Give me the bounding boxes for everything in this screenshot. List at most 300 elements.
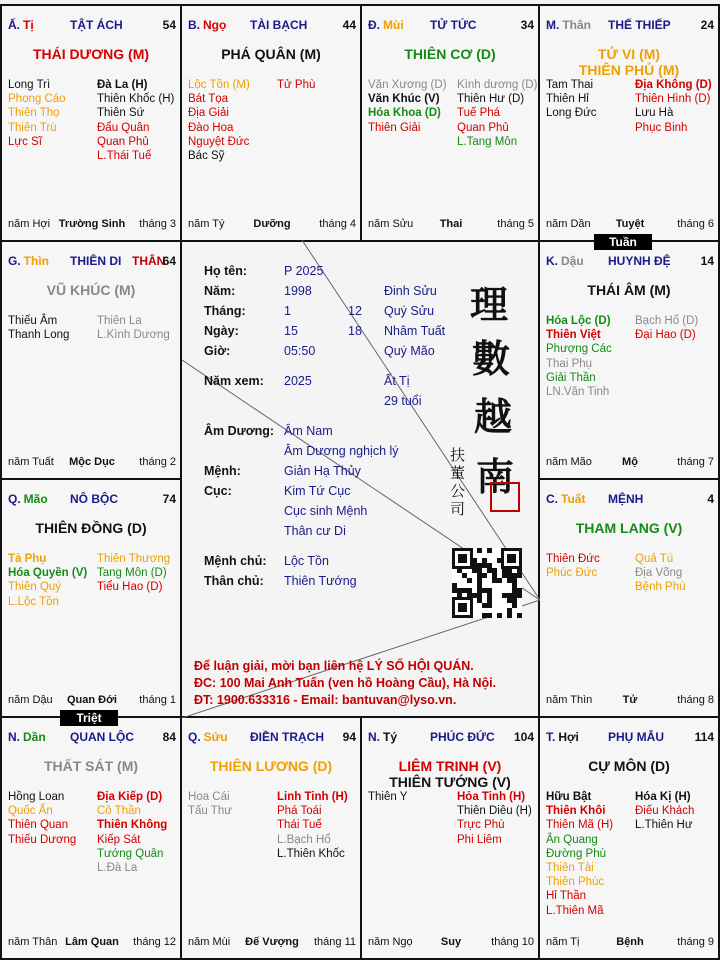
footer-month: tháng 4 (319, 218, 356, 230)
contact-line-1: Để luận giải, mời bạn liên hệ LÝ SỐ HỘI QUÁN. (194, 659, 474, 673)
minor-star: Đẩu Quân (97, 121, 150, 134)
branch-label (8, 492, 48, 506)
main-star: THIÊN PHỦ (M) (578, 62, 680, 78)
minor-stars-right (635, 552, 686, 595)
minor-star: L.Thiên Hư (635, 819, 693, 832)
main-star: TỬ VI (M) (597, 46, 661, 62)
minor-star: Thiên Khốc (H) (97, 93, 175, 106)
minor-star: Văn Khúc (V) (368, 93, 440, 106)
minor-star: Đào Hoa (188, 121, 234, 134)
palace-number: 14 (700, 254, 714, 268)
minor-star: Thái Tuế (277, 819, 322, 832)
palace-footer (8, 936, 176, 950)
contact-line-3: ĐT: 1900.633316 - Email: bantuvan@lyso.vn. (194, 693, 457, 707)
palace-cell-thin (0, 240, 182, 480)
palace-cell-hoi (538, 716, 720, 960)
footer-stage: Trường Sinh (58, 218, 126, 230)
minor-star: Thiên Hỉ (546, 93, 589, 106)
minor-star: Long Đức (546, 107, 597, 120)
minor-star: Tướng Quân (97, 847, 164, 860)
palace-footer (546, 456, 714, 470)
minor-stars-left (546, 790, 613, 918)
palace-cell-suu (180, 716, 362, 960)
minor-stars-left (8, 314, 69, 342)
branch-label (8, 18, 34, 32)
minor-star: Tuế Phá (457, 107, 501, 120)
palace-name: TẬT ÁCH (70, 18, 123, 32)
nam-xem-can-chi: Ất Tị (384, 374, 410, 388)
palace-number: 64 (162, 254, 176, 268)
footer-month: tháng 12 (133, 936, 176, 948)
minor-stars-left (546, 314, 612, 399)
main-stars (540, 758, 718, 774)
minor-star: Thiên La (97, 315, 142, 327)
footer-month: tháng 7 (677, 456, 714, 468)
branch-name: Tý (383, 730, 398, 744)
palace-footer (8, 218, 176, 232)
minor-star: Thiên Thọ (8, 107, 60, 120)
footer-month: tháng 1 (139, 694, 176, 706)
palace-footer (546, 936, 714, 950)
branch-name: Tị (23, 18, 34, 32)
minor-stars-left (8, 78, 66, 149)
minor-star: Hữu Bật (546, 791, 592, 803)
minor-star: Thiên Việt (546, 329, 601, 342)
branch-prefix: M. (546, 18, 560, 32)
branch-prefix: N. (368, 730, 380, 744)
minor-star: L.Thiên Khốc (277, 847, 345, 860)
palace-number: 74 (162, 492, 176, 506)
palace-header (368, 18, 534, 34)
palace-header (8, 18, 176, 34)
minor-star: Hóa Lộc (D) (546, 315, 611, 327)
triet-tag: Triệt (60, 710, 118, 726)
minor-star: Thiên Phúc (546, 876, 605, 889)
palace-name: TÀI BẠCH (250, 18, 308, 32)
minor-star: Tấu Thư (188, 805, 232, 818)
branch-prefix: B. (188, 18, 200, 32)
branch-prefix: N. (8, 730, 20, 744)
cuc-value: Kim Tứ Cục (284, 484, 351, 498)
branch-label (546, 492, 585, 506)
footer-year: năm Mùi (188, 936, 231, 948)
palace-name: NÔ BỘC (70, 492, 118, 506)
main-stars (182, 758, 360, 774)
minor-stars-right (635, 314, 698, 342)
minor-star: Tả Phụ (8, 553, 47, 565)
minor-star: Quan Phủ (457, 121, 509, 134)
palace-header (546, 730, 714, 746)
minor-star: Phá Toái (277, 805, 322, 818)
minor-stars-right (635, 78, 712, 135)
palace-number: 84 (162, 730, 176, 744)
minor-star: Đại Hao (D) (635, 329, 696, 342)
minor-star: Hóa Quyền (V) (8, 567, 88, 580)
palace-name: THIÊN DI (70, 254, 122, 268)
palace-number: 54 (162, 18, 176, 32)
calligraphy-side: 扶董公司 (450, 446, 466, 518)
minor-star: L.Bạch Hổ (277, 833, 331, 846)
footer-month: tháng 5 (497, 218, 534, 230)
minor-stars-right (457, 790, 532, 847)
palace-number: 4 (707, 492, 714, 506)
calligraphy-char-3: 越 (474, 394, 513, 439)
nam-label: Năm: (204, 284, 236, 298)
minor-star: Thiên Sứ (97, 107, 145, 120)
palace-number: 114 (694, 730, 714, 744)
minor-stars-right (635, 790, 694, 833)
palace-header (188, 18, 356, 34)
minor-star: Thiên Khôi (546, 805, 606, 818)
contact-line-2: ĐC: 100 Mai Anh Tuấn (ven hồ Hoàng Cầu), Hà Nội. (194, 676, 497, 690)
minor-star: Lực Sĩ (8, 135, 42, 148)
nam-xem-label: Năm xem: (204, 374, 264, 388)
palace-name: THẾ THIẾP (608, 18, 671, 32)
palace-header (8, 730, 176, 746)
branch-label (546, 730, 579, 744)
footer-month: tháng 11 (313, 936, 356, 948)
palace-footer (188, 218, 356, 232)
minor-star: Hỏa Tinh (H) (457, 791, 526, 803)
red-seal-stamp (490, 482, 520, 512)
palace-footer (368, 936, 534, 950)
minor-star: Điếu Khách (635, 805, 695, 818)
minor-star: Lộc Tồn (M) (188, 79, 250, 91)
minor-stars-right (97, 78, 174, 163)
minor-star: Ân Quang (546, 833, 598, 846)
branch-name: Hợi (558, 730, 579, 744)
footer-year: năm Ngọ (368, 936, 413, 948)
minor-star: Quả Tú (635, 553, 674, 565)
minor-star: Thanh Long (8, 329, 70, 342)
cuc-label: Cục: (204, 484, 232, 498)
minor-star: Quốc Ấn (8, 805, 53, 818)
palace-name: QUAN LỘC (70, 730, 134, 744)
main-stars (2, 520, 180, 536)
palace-number: 24 (700, 18, 714, 32)
minor-star: Bệnh Phù (635, 581, 686, 594)
minor-stars-right (277, 78, 315, 92)
minor-stars-right (97, 552, 170, 595)
footer-stage: Mộc Dục (69, 456, 115, 468)
than-marker: THÂN (132, 254, 166, 268)
minor-star: L.Kình Dương (97, 329, 170, 342)
palace-name: PHÚC ĐỨC (430, 730, 495, 744)
palace-name: ĐIỀN TRẠCH (250, 730, 324, 744)
branch-label (546, 18, 591, 32)
minor-star: Thai Phụ (546, 357, 593, 370)
main-stars (540, 520, 718, 536)
palace-number: 34 (520, 18, 534, 32)
palace-cell-dan (0, 716, 182, 960)
palace-name: TỬ TỨC (430, 18, 477, 32)
am-duong-detail: Âm Dương nghịch lý (284, 444, 399, 458)
minor-star: Bạch Hổ (D) (635, 315, 699, 327)
cuc-relation: Cục sinh Mệnh (284, 504, 368, 518)
menh-chu-value: Lộc Tồn (284, 554, 329, 568)
main-star: THIÊN LƯƠNG (D) (209, 758, 333, 774)
palace-cell-dau (538, 240, 720, 480)
ngay-can-chi: Nhâm Tuất (384, 324, 446, 338)
minor-star: Địa Không (D) (635, 79, 712, 91)
main-star: THIÊN ĐỒNG (D) (35, 520, 147, 536)
nam-xem-value: 2025 (284, 374, 312, 388)
main-stars (540, 46, 718, 78)
thang-can-chi: Quý Sửu (384, 304, 435, 318)
thang-label: Tháng: (204, 304, 246, 318)
branch-label (546, 254, 584, 268)
tuoi-value: 29 tuổi (384, 394, 422, 408)
palace-footer (8, 694, 176, 708)
minor-star: Đường Phù (546, 847, 606, 860)
ho-ten-label: Họ tên: (204, 264, 248, 278)
menh-value: Giản Hạ Thủy (284, 464, 361, 478)
branch-prefix: C. (546, 492, 558, 506)
footer-month: tháng 8 (677, 694, 714, 706)
minor-star: Địa Kiếp (D) (97, 791, 163, 803)
minor-star: Phượng Các (546, 343, 612, 356)
branch-name: Mùi (383, 18, 404, 32)
minor-stars-right (277, 790, 348, 861)
footer-stage: Lâm Quan (65, 936, 119, 948)
minor-star: Tam Thai (546, 79, 594, 91)
minor-star: L.Thiên Mã (546, 904, 604, 917)
footer-year: năm Thìn (546, 694, 593, 706)
footer-year: năm Mão (546, 456, 592, 468)
minor-star: L.Lộc Tồn (8, 595, 59, 608)
minor-star: Thiên Diêu (H) (457, 805, 532, 818)
calligraphy-char-2: 數 (472, 336, 511, 381)
than-chu-value: Thiên Tướng (284, 574, 357, 588)
minor-stars-left (368, 790, 407, 804)
minor-star: Phục Binh (635, 121, 688, 134)
footer-stage: Thai (439, 218, 463, 230)
minor-star: Thiên Giải (368, 121, 421, 134)
minor-star: Phong Cáo (8, 93, 66, 106)
minor-star: Thiên Hình (D) (635, 93, 711, 106)
footer-year: năm Dậu (8, 694, 53, 706)
main-star: PHÁ QUÂN (M) (221, 46, 321, 62)
tuan-tag: Tuần (594, 234, 652, 250)
footer-stage: Dưỡng (253, 218, 291, 230)
branch-prefix: Đ. (368, 18, 380, 32)
footer-year: năm Dần (546, 218, 591, 230)
minor-star: Kình dương (D) (457, 79, 538, 91)
minor-star: Tang Môn (D) (97, 567, 167, 580)
minor-star: L.Đà La (97, 862, 138, 875)
minor-star: Hóa Khoa (D) (368, 107, 441, 120)
palace-header (546, 254, 714, 270)
minor-star: Thiên Quý (8, 581, 62, 594)
menh-label: Mệnh: (204, 464, 241, 478)
minor-star: Lưu Hà (635, 107, 674, 120)
branch-prefix: Ấ. (8, 18, 20, 32)
branch-name: Thân (562, 18, 592, 32)
branch-name: Mão (23, 492, 48, 506)
palace-cell-tuat (538, 478, 720, 718)
palace-number: 44 (342, 18, 356, 32)
ngay-label: Ngày: (204, 324, 239, 338)
main-stars (2, 282, 180, 298)
palace-footer (368, 218, 534, 232)
minor-star: Trực Phù (457, 819, 505, 832)
branch-label (188, 18, 226, 32)
ho-ten-value: P 2025 (284, 264, 324, 278)
footer-year: năm Hợi (8, 218, 51, 230)
main-star: THẤT SÁT (M) (43, 758, 139, 774)
palace-cell-ngo (180, 4, 362, 242)
gio-value: 05:50 (284, 344, 316, 358)
calligraphy-char-4: 南 (476, 454, 515, 499)
branch-name: Dần (23, 730, 46, 744)
main-stars (362, 46, 538, 62)
minor-star: Tử Phù (277, 79, 316, 91)
qr-code[interactable] (452, 548, 522, 618)
footer-stage: Tử (622, 694, 638, 706)
main-star: THÁI ÂM (M) (587, 282, 671, 298)
gio-can-chi: Quý Mão (384, 344, 435, 358)
minor-star: Giải Thần (546, 371, 596, 384)
branch-name: Thìn (23, 254, 49, 268)
branch-name: Sửu (203, 730, 228, 744)
palace-footer (8, 456, 176, 470)
minor-star: Nguyệt Đức (188, 135, 250, 148)
minor-star: Thiếu Dương (8, 833, 77, 846)
minor-stars-right (97, 790, 167, 875)
palace-footer (546, 218, 714, 232)
minor-star: Cô Thần (97, 805, 141, 818)
minor-star: Bác Sỹ (188, 150, 225, 163)
palace-number: 104 (513, 730, 534, 744)
palace-footer (546, 694, 714, 708)
minor-star: Thiếu Âm (8, 315, 58, 327)
center-info-panel (182, 240, 540, 718)
branch-prefix: Q. (8, 492, 21, 506)
am-duong-value: Âm Nam (284, 424, 333, 438)
palace-name: HUYNH ĐỆ (608, 254, 671, 268)
nam-can-chi: Đinh Sửu (384, 284, 437, 298)
gio-label: Giờ: (204, 344, 231, 358)
footer-stage: Đế Vượng (245, 936, 299, 948)
minor-star: Thiên Không (97, 819, 168, 832)
minor-stars-left (8, 552, 87, 609)
minor-star: Phúc Đức (546, 567, 598, 580)
palace-header (8, 492, 176, 508)
menh-chu-label: Mệnh chủ: (204, 554, 267, 568)
footer-stage: Mộ (622, 456, 638, 468)
than-cu: Thân cư Di (284, 524, 346, 538)
footer-year: năm Tị (546, 936, 580, 948)
footer-stage: Quan Đới (67, 694, 117, 706)
minor-star: Thiên Đức (546, 553, 600, 565)
branch-name: Dậu (561, 254, 584, 268)
minor-stars-left (368, 78, 447, 135)
minor-stars-left (188, 790, 232, 818)
ngay-value: 15 (284, 324, 298, 338)
minor-star: L.Tang Môn (457, 135, 518, 148)
footer-month: tháng 9 (677, 936, 714, 948)
minor-star: Thiên Tài (546, 862, 594, 875)
main-stars (2, 46, 180, 62)
minor-stars-left (188, 78, 250, 163)
am-duong-label: Âm Dương: (204, 424, 275, 438)
minor-star: Thiên Quan (8, 819, 69, 832)
branch-label (8, 254, 49, 268)
palace-cell-ti (360, 716, 540, 960)
palace-cell-mao (0, 478, 182, 718)
minor-stars-left (546, 78, 597, 121)
minor-star: Đà La (H) (97, 79, 148, 91)
main-star: THIÊN TƯỚNG (V) (389, 774, 511, 790)
than-chu-label: Thân chủ: (204, 574, 264, 588)
palace-cell-mui (360, 4, 540, 242)
palace-number: 94 (342, 730, 356, 744)
thang-am-lich: 12 (348, 304, 362, 318)
palace-header (546, 492, 714, 508)
minor-stars-left (8, 790, 76, 847)
branch-label (368, 18, 404, 32)
palace-cell-than (538, 4, 720, 242)
branch-prefix: K. (546, 254, 558, 268)
ngay-am-lich: 18 (348, 324, 362, 338)
main-star: CỰ MÔN (D) (588, 758, 670, 774)
main-stars (2, 758, 180, 774)
main-star: THAM LANG (V) (575, 520, 683, 536)
minor-star: Thiên Trù (8, 121, 57, 134)
branch-prefix: Q. (188, 730, 201, 744)
minor-stars-right (97, 314, 170, 342)
minor-star: L.Thái Tuế (97, 150, 152, 163)
palace-header (368, 730, 534, 746)
minor-star: Long Trì (8, 79, 51, 91)
minor-star: Văn Xương (D) (368, 79, 447, 91)
main-stars (540, 282, 718, 298)
minor-star: Quan Phủ (97, 135, 149, 148)
footer-month: tháng 6 (677, 218, 714, 230)
footer-year: năm Tuất (8, 456, 54, 468)
minor-star: Tiểu Hao (D) (97, 581, 163, 594)
minor-star: Hoa Cái (188, 791, 230, 803)
minor-star: Địa Giải (188, 107, 229, 120)
minor-star: Thiên Mã (H) (546, 819, 614, 832)
minor-star: Thiên Hư (D) (457, 93, 525, 106)
palace-name: MỆNH (608, 492, 644, 506)
minor-star: Phi Liêm (457, 833, 502, 846)
minor-star: Bát Tọa (188, 93, 229, 106)
main-stars (362, 758, 538, 790)
minor-stars-left (546, 552, 600, 580)
minor-star: Linh Tinh (H) (277, 791, 348, 803)
palace-header (188, 730, 356, 746)
footer-stage: Suy (440, 936, 462, 948)
minor-star: Địa Võng (635, 567, 683, 580)
main-star: VŨ KHÚC (M) (46, 282, 136, 298)
minor-star: LN.Văn Tinh (546, 386, 610, 399)
footer-month: tháng 2 (139, 456, 176, 468)
main-star: THIÊN CƠ (D) (404, 46, 496, 62)
minor-stars-right (457, 78, 537, 149)
footer-month: tháng 10 (491, 936, 534, 948)
minor-star: Kiếp Sát (97, 833, 141, 846)
nam-value: 1998 (284, 284, 312, 298)
branch-name: Tuất (561, 492, 586, 506)
footer-year: năm Thân (8, 936, 58, 948)
branch-label (8, 730, 46, 744)
footer-year: năm Tý (188, 218, 225, 230)
minor-star: Hóa Kị (H) (635, 791, 691, 803)
palace-header (546, 18, 714, 34)
branch-label (188, 730, 228, 744)
